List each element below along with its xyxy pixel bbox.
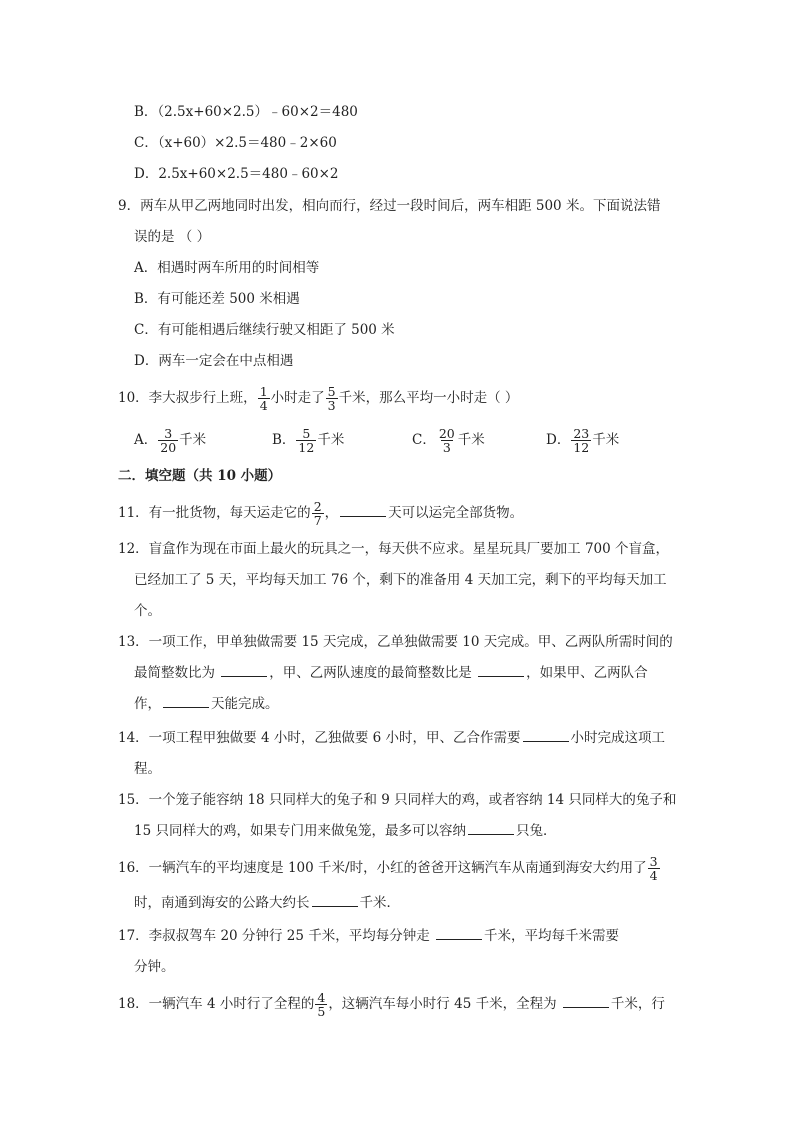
q10-option-b: B． $\frac{5}{12}$ 千米 [272,426,345,455]
q8-option-b: B．（2.5x+60×2.5）﹣60×2＝480 [134,104,358,120]
q13-blank-time-ratio[interactable] [221,664,267,677]
q8-option-c: C．（x+60）×2.5＝480﹣2×60 [134,135,337,151]
q18-fraction: $\frac{4}{5}$ [317,990,326,1019]
q10-text-3: 千米，那么平均一小时走（ ） [338,390,519,406]
q9-option-a: A．相遇时两车所用的时间相等 [134,260,320,276]
q9-stem-line2: 误的是 （ ） [134,229,211,245]
q13-blank-speed-ratio[interactable] [478,664,524,677]
q18-line1: 18．一辆汽车 4 小时行了全程的 $\frac{4}{5}$ ，这辆汽车每小时行 45 千米，全程为 千米，行 [118,990,665,1019]
q17-line1: 17．李叔叔驾车 20 分钟行 25 千米，平均每分钟走 千米，平均每千米需要 [118,928,619,944]
q13-line1: 13．一项工作，甲单独做需要 15 天完成，乙单独做需要 10 天完成。甲、乙两队所需时间的 [118,634,673,650]
q10-text-1: 10．李大叔步行上班， [118,390,257,406]
q10-option-c: C． $\frac{20}{3}$ 千米 [412,426,485,455]
q17-line2: 分钟。 [134,959,175,975]
q9-stem-line1: 9．两车从甲乙两地同时出发，相向而行，经过一段时间后，两车相距 500 米。下面说法错 [118,198,661,214]
q12-line2: 已经加工了 5 天，平均每天加工 76 个，剩下的准备用 4 天加工完，剩下的平均每天加工 [134,572,667,588]
q14-line1: 14．一项工程甲独做要 4 小时，乙独做要 6 小时，甲、乙合作需要 小时完成这项工 [118,730,666,746]
q12-line1: 12．盲盒作为现在市面上最火的玩具之一，每天供不应求。星星玩具厂要加工 700 个盲盒， [118,541,670,557]
q9-option-d: D．两车一定会在中点相遇 [134,353,294,369]
q10-fraction-time: $\frac{1}{4}$ [259,384,268,413]
q17-blank-per-minute[interactable] [436,927,482,940]
q16-fraction: $\frac{3}{4}$ [649,854,658,883]
q10-option-a: A． $\frac{3}{20}$ 千米 [134,426,207,455]
q15-line2: 15 只同样大的鸡，如果专门用来做兔笼，最多可以容纳 只兔． [134,823,557,839]
q10-fraction-distance: $\frac{5}{3}$ [327,384,336,413]
q12-line3: 个。 [134,603,161,619]
q9-option-c: C．有可能相遇后继续行驶又相距了 500 米 [134,322,395,338]
q13-blank-days[interactable] [163,695,209,708]
q9-option-b: B．有可能还差 500 米相遇 [134,291,300,307]
q10-stem [118,385,518,412]
q15-answer-blank[interactable] [468,822,514,835]
q11-answer-blank[interactable] [340,504,386,517]
q13-line3: 作， 天能完成。 [134,696,279,712]
q14-answer-blank[interactable] [523,729,569,742]
q13-line2: 最简整数比为 ，甲、乙两队速度的最简整数比是 ，如果甲、乙两队合 [134,665,648,681]
section-title-fill-in: 二．填空题（共 10 小题） [118,468,282,484]
q10-text-2: 小时走了 [270,390,325,406]
q8-option-d: D．2.5x+60×2.5＝480﹣60×2 [134,166,339,182]
q16-line1: 16．一辆汽车的平均速度是 100 千米/时，小红的爸爸开这辆汽车从南通到海安大约用了 $\frac{3}{4}$ [118,854,658,883]
q11-stem: 11．有一批货物，每天运走它的 $\frac{2}{7}$ ， 天可以运完全部货物。 [118,499,524,528]
q15-line1: 15．一个笼子能容纳 18 只同样大的兔子和 9 只同样大的鸡，或者容纳 14 只同样大的兔子和 [118,792,677,808]
q16-line2: 时，南通到海安的公路大约长 千米． [134,895,400,911]
q14-line2: 程。 [134,761,161,777]
q16-answer-blank[interactable] [312,894,358,907]
q18-answer-blank[interactable] [563,995,609,1008]
q11-fraction: $\frac{2}{7}$ [313,499,322,528]
q10-option-d: D． $\frac{23}{12}$ 千米 [546,426,620,455]
